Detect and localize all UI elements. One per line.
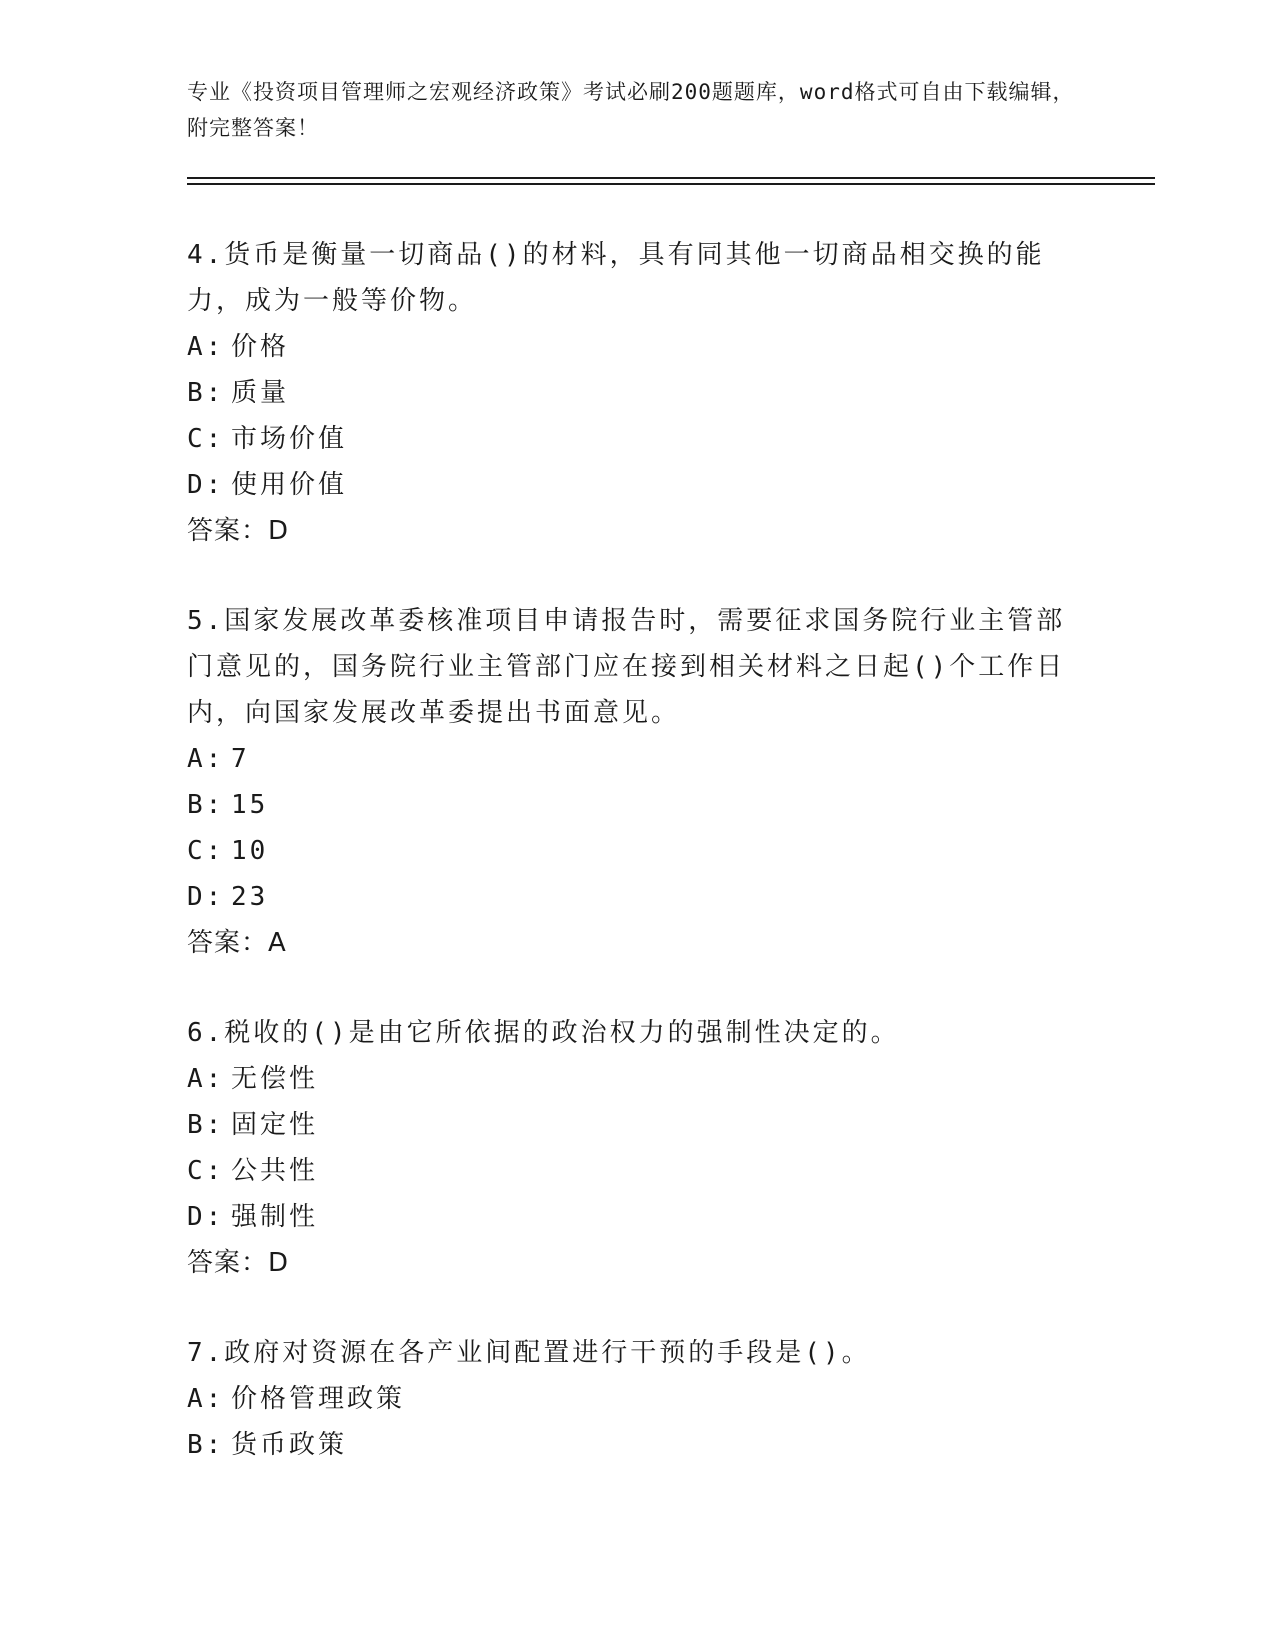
answer-line: 答案：A [187,928,287,958]
option-text: 7 [231,744,250,774]
option-text: 15 [231,790,269,820]
question-6 [187,1010,1087,1286]
question-4 [187,232,1087,554]
option-a [187,736,1087,782]
option-b [187,782,1087,828]
question-spacer [187,1286,1087,1330]
option-b [187,1422,1087,1468]
option-letter: A: [187,1064,225,1094]
document-header: 专业《投资项目管理师之宏观经济政策》考试必刷200题题库，word格式可自由下载编辑，附完整答案！ [187,80,1075,140]
option-list [187,324,1087,508]
question-spacer [187,966,1087,1010]
option-letter: D: [187,470,225,500]
option-letter: A: [187,1384,225,1414]
question-7 [187,1330,1087,1468]
option-list [187,1376,1087,1468]
option-letter: B: [187,1430,225,1460]
option-text: 固定性 [231,1110,319,1140]
option-text: 使用价值 [231,470,348,500]
option-text: 市场价值 [231,424,348,454]
option-list [187,736,1087,920]
option-letter: B: [187,1110,225,1140]
option-a [187,324,1087,370]
option-list [187,1056,1087,1240]
option-c [187,828,1087,874]
option-text: 质量 [231,378,290,408]
option-letter: D: [187,1202,225,1232]
option-a [187,1376,1087,1422]
option-letter: C: [187,836,225,866]
question-text: 6.税收的()是由它所依据的政治权力的强制性决定的。 [187,1018,900,1048]
option-text: 公共性 [231,1156,319,1186]
option-text: 无偿性 [231,1064,319,1094]
header-rule-bottom [187,183,1155,185]
option-letter: A: [187,744,225,774]
option-text: 10 [231,836,269,866]
option-letter: D: [187,882,225,912]
option-b [187,370,1087,416]
header-rule-top [187,177,1155,179]
option-a [187,1056,1087,1102]
option-d [187,462,1087,508]
option-letter: B: [187,378,225,408]
option-text: 货币政策 [231,1430,348,1460]
question-5 [187,598,1087,966]
option-b [187,1102,1087,1148]
option-d [187,1194,1087,1240]
option-letter: A: [187,332,225,362]
option-letter: C: [187,424,225,454]
option-text: 价格管理政策 [231,1384,406,1414]
question-text: 5.国家发展改革委核准项目申请报告时，需要征求国务院行业主管部门意见的，国务院行业主管部门应在接到相关材料之日起()个工作日内，向国家发展改革委提出书面意见。 [187,606,1066,728]
question-list [187,232,1087,1468]
option-c [187,1148,1087,1194]
option-letter: C: [187,1156,225,1186]
answer-line: 答案：D [187,1248,290,1278]
answer-line: 答案：D [187,516,290,546]
option-text: 23 [231,882,269,912]
question-spacer [187,554,1087,598]
option-text: 强制性 [231,1202,319,1232]
option-c [187,416,1087,462]
option-text: 价格 [231,332,290,362]
question-text: 7.政府对资源在各产业间配置进行干预的手段是()。 [187,1338,871,1368]
option-d [187,874,1087,920]
option-letter: B: [187,790,225,820]
question-text: 4.货币是衡量一切商品()的材料，具有同其他一切商品相交换的能力，成为一般等价物。 [187,240,1045,316]
